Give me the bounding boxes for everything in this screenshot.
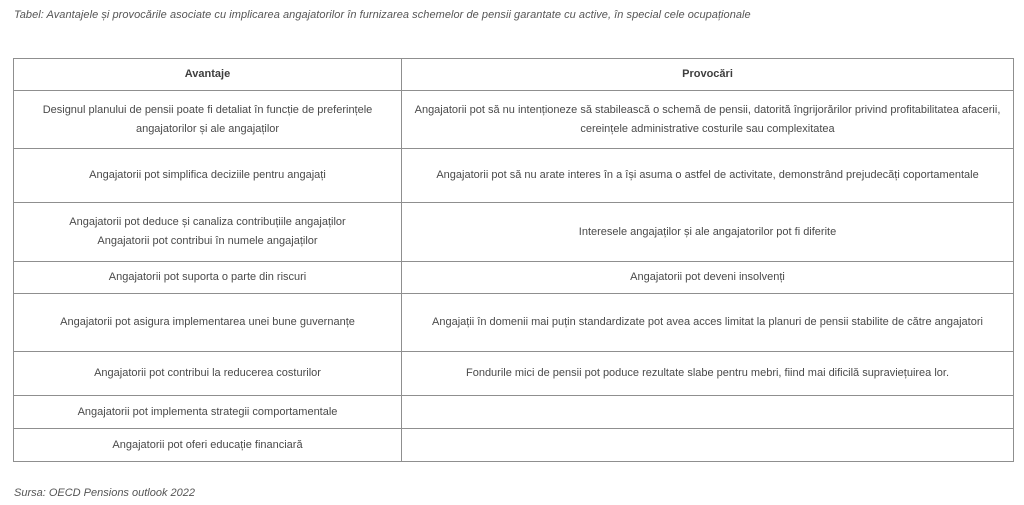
cell-avantaj: Angajatorii pot suporta o parte din riscuri [14,262,402,294]
cell-provocare-empty [402,429,1014,462]
cell-provocare: Fondurile mici de pensii pot poduce rezultate slabe pentru mebri, fiind mai dificilă supraviețuirea lor. [402,352,1014,396]
header-provocari: Provocări [402,59,1014,91]
cell-provocare-empty [402,396,1014,429]
table-row [14,262,1014,294]
cell-avantaj: Angajatorii pot contribui la reducerea costurilor [14,352,402,396]
table-row [14,203,1014,262]
advantages-challenges-table [13,58,1014,462]
table-header-row [14,59,1014,91]
cell-provocare: Angajatorii pot să nu arate interes în a își asuma o astfel de activitate, demonstrând prejudecăți coportamentale [402,149,1014,203]
cell-avantaj: Angajatorii pot simplifica deciziile pentru angajați [14,149,402,203]
table-row [14,149,1014,203]
table-row [14,352,1014,396]
cell-avantaj: Angajatorii pot implementa strategii comportamentale [14,396,402,429]
header-avantaje: Avantaje [14,59,402,91]
source-note: Sursa: OECD Pensions outlook 2022 [14,487,195,499]
cell-avantaj: Designul planului de pensii poate fi detaliat în funcție de preferințele angajatorilor și ale angajaților [14,91,402,149]
cell-provocare: Angajatorii pot deveni insolvenți [402,262,1014,294]
cell-provocare: Angajații în domenii mai puțin standardizate pot avea acces limitat la planuri de pensii stabilite de către angajatori [402,294,1014,352]
cell-provocare: Angajatorii pot să nu intenționeze să stabilească o schemă de pensii, datorită îngrijorărilor privind profitabilitatea afacerii, cereințele administrative costurile sau complexitatea [402,91,1014,149]
table-row [14,91,1014,149]
cell-provocare: Interesele angajaților și ale angajatorilor pot fi diferite [402,203,1014,262]
cell-avantaj: Angajatorii pot oferi educație financiară [14,429,402,462]
table-row [14,429,1014,462]
cell-avantaj: Angajatorii pot deduce și canaliza contribuțiile angajaților Angajatorii pot contribui în numele angajaților [14,203,402,262]
table-row [14,396,1014,429]
cell-avantaj: Angajatorii pot asigura implementarea unei bune guvernanțe [14,294,402,352]
table-caption: Tabel: Avantajele și provocările asociate cu implicarea angajatorilor în furnizarea schemelor de pensii garantate cu active, în special cele ocupaționale [14,9,751,21]
table-row [14,294,1014,352]
